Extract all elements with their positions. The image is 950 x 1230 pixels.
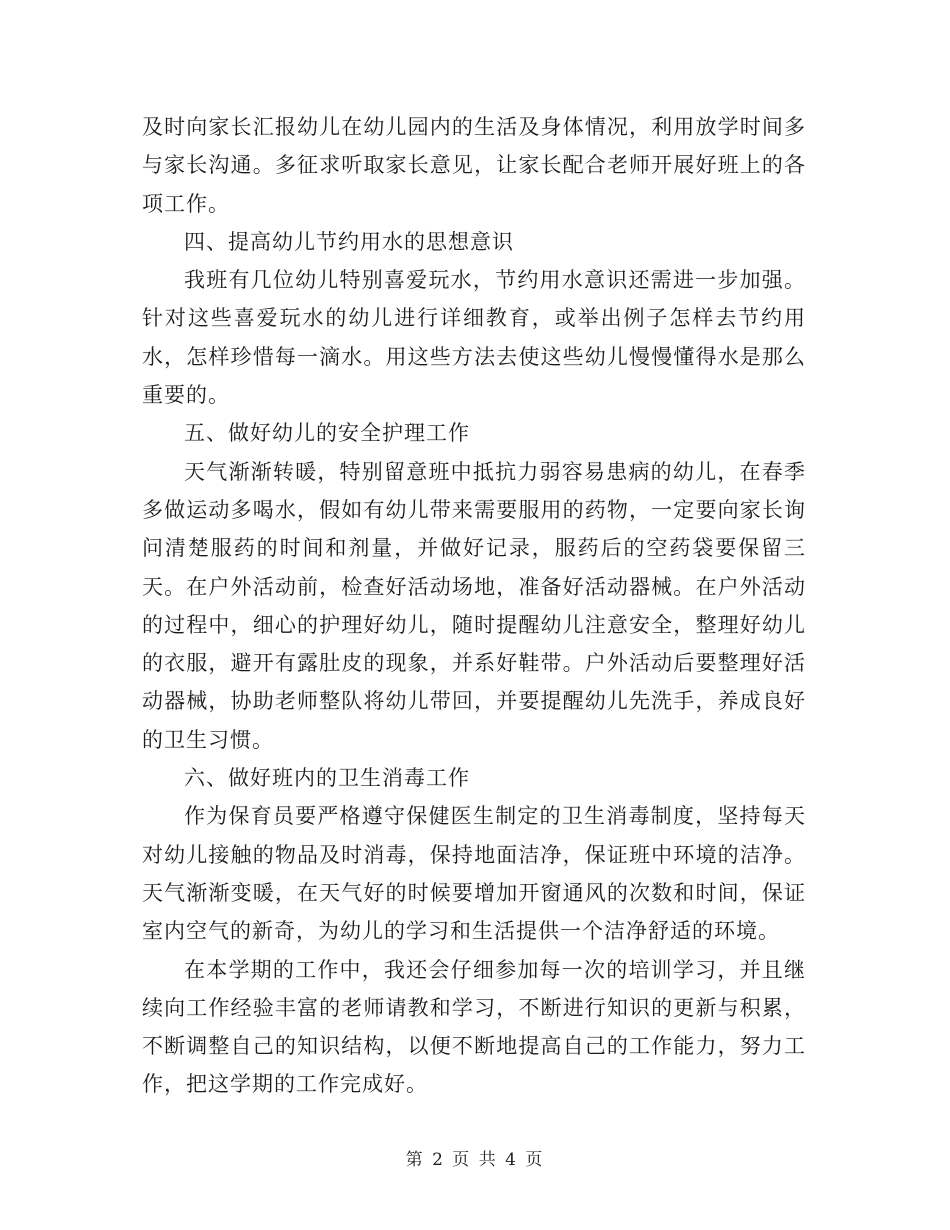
paragraph-water-saving: 我班有几位幼儿特别喜爱玩水，节约用水意识还需进一步加强。针对这些喜爱玩水的幼儿进行详细教育，或举出例子怎样去节约用水，怎样珍惜每一滴水。用这些方法去使这些幼儿慢慢懂得水是那么重要的。 [142, 268, 806, 408]
section-heading-safety-care: 五、做好幼儿的安全护理工作 [184, 421, 470, 446]
paragraph-safety-care: 天气渐渐转暖，特别留意班中抵抗力弱容易患病的幼儿，在春季多做运动多喝水，假如有幼儿带来需要服用的药物，一定要向家长询问清楚服药的时间和剂量，并做好记录，服药后的空药袋要保留三天。在户外活动前，检查好活动场地，准备好活动器械。在户外活动的过程中，细心的护理好幼儿，随时提醒幼儿注意安全，整理好幼儿的衣服，避开有露肚皮的现象，并系好鞋带。户外活动后要整理好活动器械，协助老师整队将幼儿带回，并要提醒幼儿先洗手，养成良好的卫生习惯。 [142, 459, 806, 752]
section-heading-hygiene-disinfection: 六、做好班内的卫生消毒工作 [184, 766, 470, 791]
section-heading-water-saving: 四、提高幼儿节约用水的思想意识 [184, 229, 514, 254]
page-number-footer: 第 2 页 共 4 页 [405, 1150, 545, 1170]
document-body [142, 108, 806, 1104]
paragraph-hygiene-disinfection: 作为保育员要严格遵守保健医生制定的卫生消毒制度，坚持每天对幼儿接触的物品及时消毒，保持地面洁净，保证班中环境的洁净。天气渐渐变暖，在天气好的时候要增加开窗通风的次数和时间，保证室内空气的新奇，为幼儿的学习和生活提供一个洁净舒适的环境。 [142, 804, 806, 944]
paragraph-training-summary: 在本学期的工作中，我还会仔细参加每一次的培训学习，并且继续向工作经验丰富的老师请教和学习，不断进行知识的更新与积累，不断调整自己的知识结构，以便不断地提高自己的工作能力，努力工作，把这学期的工作完成好。 [142, 957, 806, 1097]
paragraph-parent-communication: 及时向家长汇报幼儿在幼儿园内的生活及身体情况，利用放学时间多与家长沟通。多征求听取家长意见，让家长配合老师开展好班上的各项工作。 [142, 115, 806, 216]
